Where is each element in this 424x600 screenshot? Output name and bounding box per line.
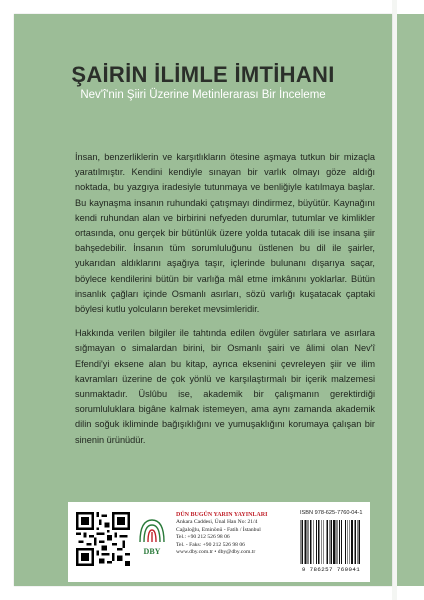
barcode-bar xyxy=(339,520,340,564)
publisher-address-line: Cağaloğlu, Eminönü - Fatih / İstanbul xyxy=(176,526,261,533)
blurb-paragraph-1: İnsan, benzerliklerin ve karşıtlıkların ötesine aşmaya tutkun bir mizaçla yaratılmıştır. Kendini kendiyle sınayan bir varlık olmayı göze aldığı noktada, bu yazgıya iradesiyle tutunmaya ve benliğiyle katılmaya başlar. Bu kaynaşma insanın ruhundaki çatışmayı dindirmez, büyütür. Kaynağını kendi ruhundan alan ve birbirini nefyeden durumlar, tutumlar ve kimlikler ortasında, onu gerçek bir bütünlük üzere yolda tutacak dili ise insana şiir bahşedebilir. İnsanın tüm sorumluluğunu üstlenen bu dil ile şairler, yukarıdan aldıklarını aşağıya taşır, içlerinde bulunanı dışarıya saçar, böylece kendilerini bütün bir varlığa mâl etme imkânını yoklarlar. Bütün insanlık çağları içinde Osmanlı asırları, sözü varlığı kuşatacak çaptaki böylesi kutlu yolcuların bereket mevsimleridir. xyxy=(75,152,375,315)
barcode-icon xyxy=(300,520,362,566)
barcode-bar xyxy=(318,520,319,564)
barcode-bar xyxy=(347,520,348,564)
publisher-info xyxy=(176,512,296,556)
barcode-bar xyxy=(321,520,322,564)
barcode-bar xyxy=(326,520,327,564)
barcode-bar xyxy=(302,520,303,564)
publisher-address-line: Ankara Caddesi, Ünal Han No: 21/4 xyxy=(176,519,258,526)
barcode-bar xyxy=(300,520,301,564)
adjacent-cover-edge xyxy=(397,14,424,586)
barcode-bar xyxy=(345,520,346,564)
barcode-bar xyxy=(308,520,309,564)
book-title: ŞAİRİN İLİMLE İMTİHANI xyxy=(71,62,335,87)
barcode-bar xyxy=(323,520,324,564)
barcode-bar xyxy=(349,520,350,564)
barcode-bar xyxy=(359,520,360,564)
barcode-bar xyxy=(313,520,314,564)
blurb-paragraph-2: Hakkında verilen bilgiler ile tahtında edilen övgüler satırlara ve asırlara sığmayan o simalardan birini, bir Osmanlı şairi ve âlimi olan Nev'î Efendi'yi eksene alan bu kitap, ayrıca eksenini çevreleyen şiir ve ilim kavramları üzerine de çok yönlü ve karşılaştırmalı bir içerik malzemesi sunmaktadır. Üslûbu ise, akademik bir çalışmanın gerektirdiği sorumluluklara bigâne kalmak istemeyen, ama aynı zamanda akademik dilin soğuk ikliminde bağışıklığını ve yumuşaklığını korumaya çalışan bir sinenin ürünüdür. xyxy=(75,328,375,445)
isbn-block xyxy=(296,510,366,576)
qr-code-icon xyxy=(76,512,130,566)
isbn-label: ISBN 978-625-7760-04-1 xyxy=(300,510,363,516)
book-subtitle: Nev'î'nin Şiiri Üzerine Metinlerarası Bir İnceleme xyxy=(80,89,326,101)
barcode-bar xyxy=(333,520,335,564)
barcode-bar xyxy=(304,520,306,564)
barcode-number: 9 786257 760041 xyxy=(301,566,361,573)
barcode-bar xyxy=(329,520,330,564)
publisher-phone: Tel.: +90 212 526 98 06 xyxy=(176,534,230,541)
publisher-web: www.dby.com.tr • dby@dby.com.tr xyxy=(176,549,256,556)
publisher-footer xyxy=(68,502,370,582)
barcode-bar xyxy=(331,520,332,564)
barcode-bar xyxy=(354,520,355,564)
barcode-bar xyxy=(341,520,342,564)
barcode-bar xyxy=(310,520,311,564)
publisher-logo-text: DBY xyxy=(143,547,161,556)
barcode-bar xyxy=(357,520,358,564)
barcode-bar xyxy=(337,520,338,564)
barcode-bar xyxy=(316,520,317,564)
publisher-name: DÜN BUGÜN YARIN YAYINLARI xyxy=(176,512,268,518)
publisher-fax: Tel. - Faks: +90 212 526 98 06 xyxy=(176,541,245,548)
blurb xyxy=(75,150,375,457)
publisher-logo xyxy=(134,512,170,566)
barcode-bar xyxy=(351,520,353,564)
back-cover xyxy=(14,14,392,586)
